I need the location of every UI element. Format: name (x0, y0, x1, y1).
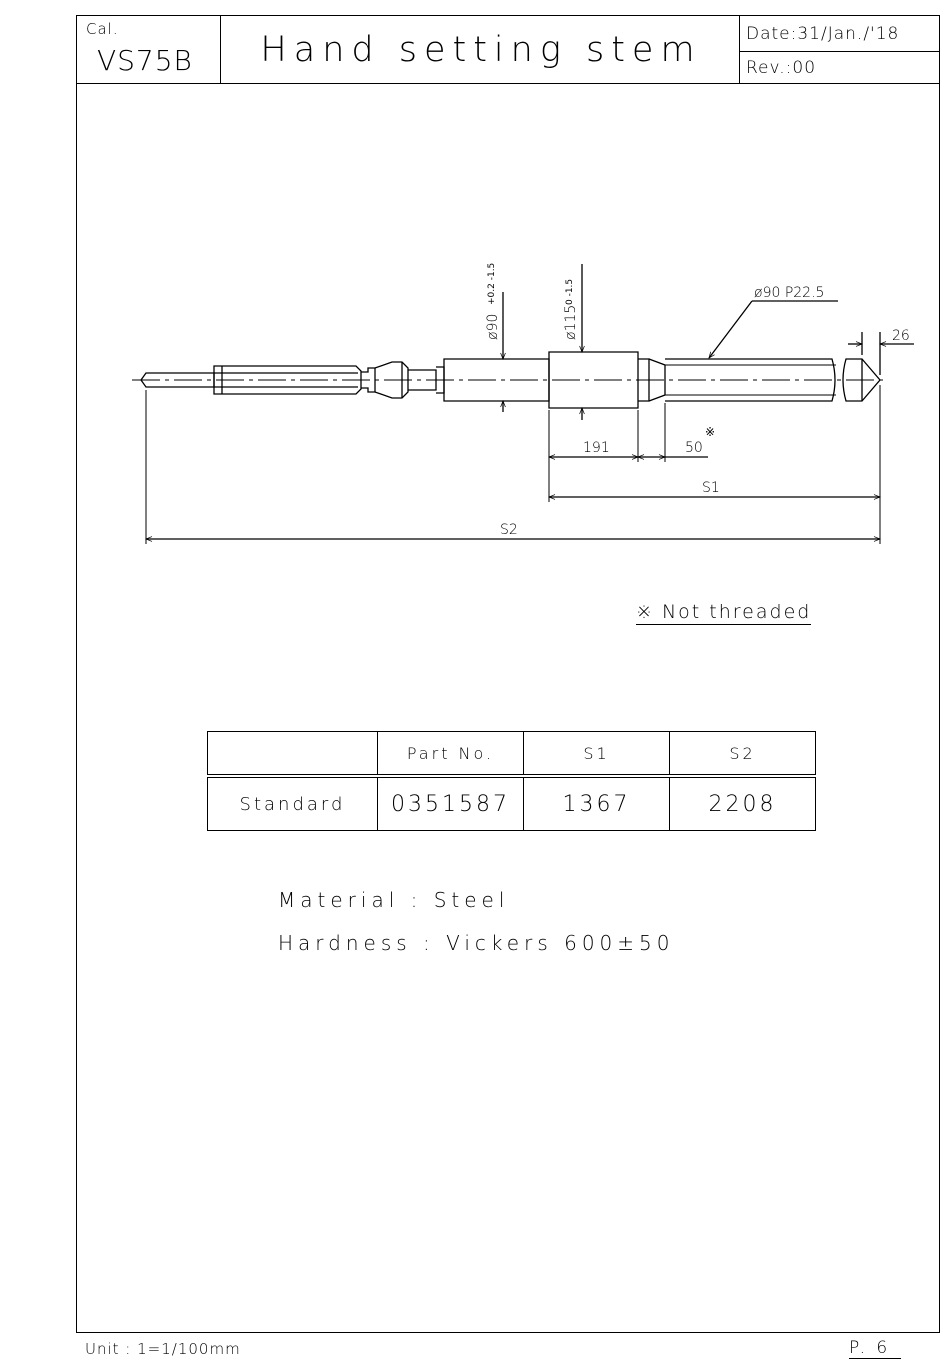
header-part-no: Part No. (378, 732, 524, 777)
hardness-spec: Hardness : Vickers 600±50 (278, 931, 675, 955)
date-text: Date:31/Jan./'18 (746, 24, 900, 44)
s1-label: S1 (702, 480, 720, 496)
header-s2: S2 (670, 732, 816, 777)
cell-part-no: 0351587 (378, 776, 524, 831)
collar-diameter-tolerance: 0 -1.5 (565, 278, 575, 305)
cell-s1: 1367 (524, 776, 670, 831)
page-title: Hand setting stem (260, 30, 702, 70)
unit-note: Unit : 1=1/100mm (85, 1340, 241, 1358)
material-spec: Material : Steel (278, 888, 510, 912)
extension-lines (146, 385, 880, 544)
header-empty (208, 732, 378, 777)
unthreaded-mark: ※ (705, 425, 716, 439)
header-s1: S1 (524, 732, 670, 777)
spec-table-header (208, 732, 816, 777)
caliber-label: Cal. (86, 20, 119, 38)
collar-length-label: 191 (583, 440, 610, 456)
tip-length-label: 26 (892, 328, 910, 344)
shaft-diameter-label: ø90 (485, 313, 501, 340)
caliber-model: VS75B (97, 44, 193, 77)
not-threaded-note: ※ Not threaded (636, 601, 812, 623)
spec-table (207, 731, 816, 831)
s2-label: S2 (500, 522, 518, 538)
thread-callout: ø90 P22.5 (754, 285, 825, 301)
thread-leader (709, 301, 838, 358)
row-label: Standard (208, 776, 378, 831)
table-row (208, 776, 816, 831)
revision-text: Rev.:00 (740, 51, 939, 84)
cell-s2: 2208 (670, 776, 816, 831)
unthreaded-length-label: 50 (685, 440, 703, 456)
shaft-diameter-tolerance: +0.2 -1.5 (487, 262, 497, 305)
collar-diameter-label: ø115 (563, 304, 579, 340)
page-number: P. 6 (849, 1338, 901, 1359)
